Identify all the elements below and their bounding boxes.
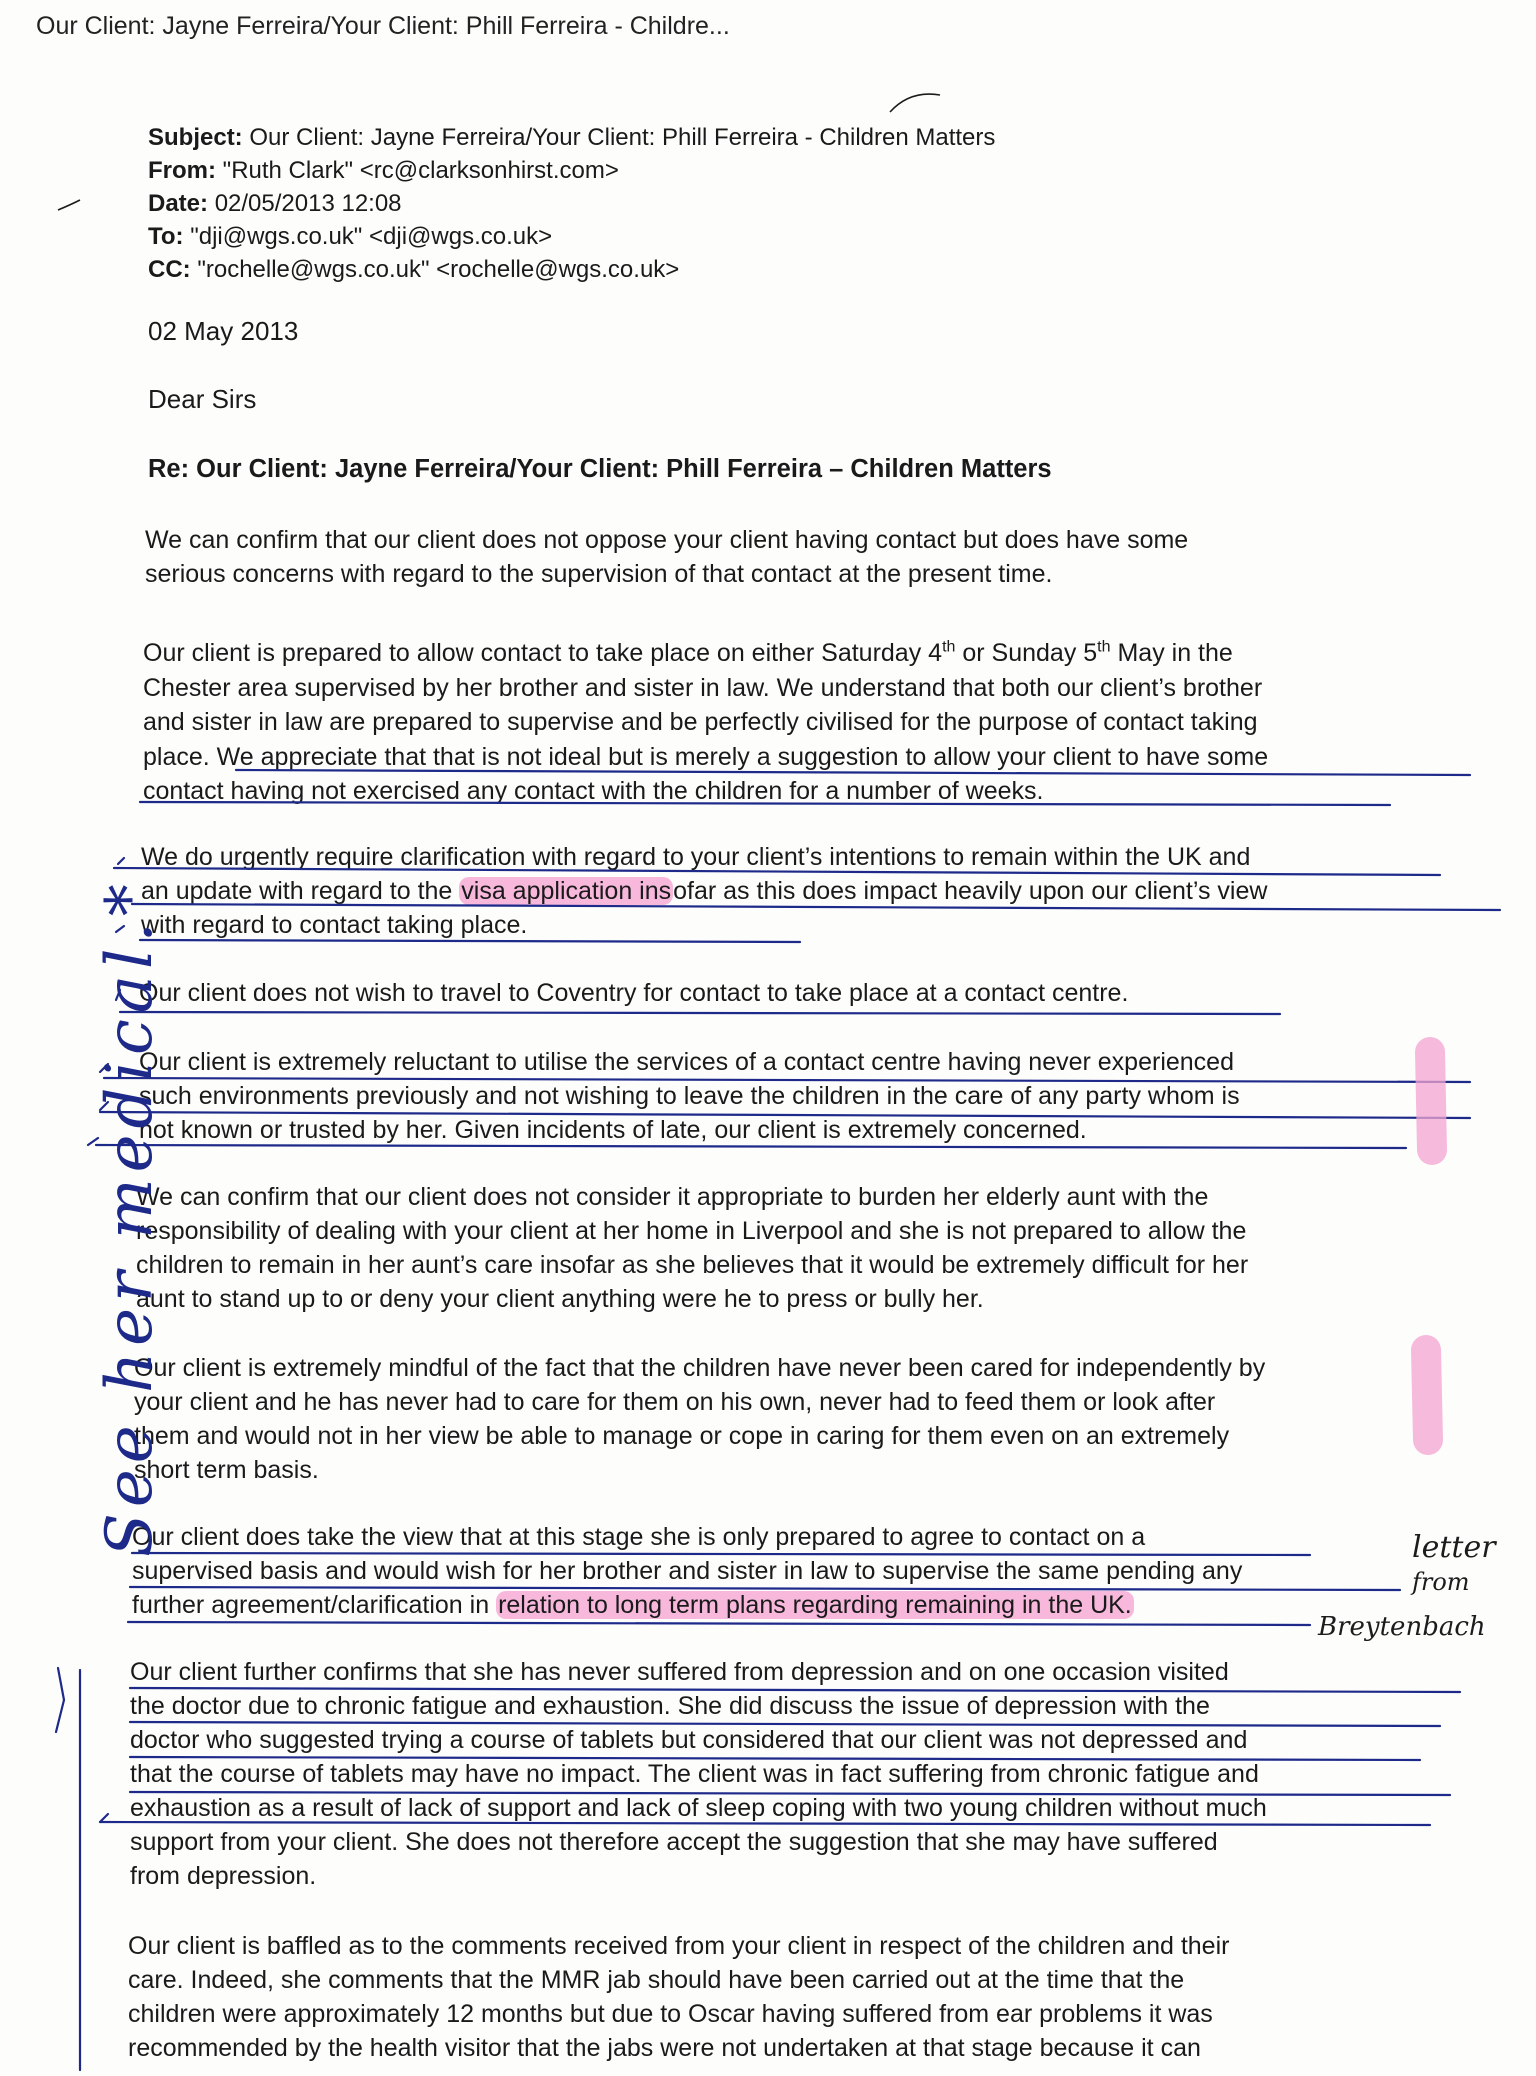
- paragraph-line: short term basis.: [134, 1456, 319, 1484]
- from-value: "Ruth Clark" <rc@clarksonhirst.com>: [222, 157, 619, 184]
- paragraph-8: [132, 1520, 1422, 1622]
- paragraph-line: contact having not exercised any contact with the children for a number of weeks.: [143, 777, 1044, 805]
- pencil-flick: [890, 94, 940, 112]
- underline: [120, 1012, 1280, 1014]
- paragraph-line: Our client is baffled as to the comments received from your client in respect of the children and their: [128, 1932, 1230, 1960]
- paragraph-line: Our client does not wish to travel to Coventry for contact to take place at a contact centre.: [139, 979, 1129, 1007]
- paragraph-line: We do urgently require clarification with regard to your client’s intentions to remain within the UK and: [141, 843, 1251, 871]
- paragraph-line: recommended by the health visitor that the jabs were not undertaken at that stage because it can: [128, 2034, 1201, 2062]
- to-row: [148, 220, 995, 253]
- paragraph-line: Our client further confirms that she has never suffered from depression and on one occasion visited: [130, 1658, 1229, 1686]
- date-value: 02/05/2013 12:08: [214, 190, 402, 217]
- paragraph-line: Our client does take the view that at this stage she is only prepared to agree to contact on a: [132, 1523, 1146, 1551]
- p2-sup-2: th: [1097, 638, 1111, 656]
- paragraph-line: Chester area supervised by her brother and sister in law. We understand that both our client’s brother: [143, 673, 1263, 702]
- handwritten-note-from: from: [1412, 1568, 1470, 1596]
- paragraph-line: place. We appreciate that that is not ideal but is merely a suggestion to allow your client to have some: [143, 742, 1269, 771]
- handwritten-side-note: [93, 878, 167, 1557]
- paragraph-line: We can confirm that our client does not consider it appropriate to burden her elderly aunt with the: [136, 1183, 1209, 1211]
- paragraph-10: [128, 1929, 1418, 2065]
- paragraph-4: [139, 976, 1429, 1010]
- paragraph-line: supervised basis and would wish for her brother and sister in law to supervise the same pending any: [132, 1557, 1243, 1585]
- to-value: "dji@wgs.co.uk" <dji@wgs.co.uk>: [190, 223, 553, 250]
- cc-label: CC:: [148, 256, 191, 283]
- highlight-visa: visa application ins: [461, 877, 672, 905]
- paragraph-line: not known or trusted by her. Given incidents of late, our client is extremely concerned.: [139, 1116, 1087, 1144]
- side-note-text: See her medical.: [93, 916, 167, 1557]
- re-line: Re: Our Client: Jayne Ferreira/Your Client: Phill Ferreira – Children Matters: [148, 455, 1052, 483]
- paragraph-line: them and would not in her view be able to manage or cope in caring for them even on an extremely: [134, 1422, 1230, 1450]
- paragraph-1: [145, 523, 1435, 591]
- paragraph-2: [143, 636, 1433, 809]
- pink-marker: [1430, 1052, 1432, 1150]
- paragraph-line: your client and he has never had to care for them on his own, never had to feed them or look after: [134, 1388, 1216, 1416]
- underline: [128, 1622, 1310, 1625]
- paragraph-line: support from your client. She does not therefore accept the suggestion that she may have suffered: [130, 1828, 1218, 1856]
- to-label: To:: [148, 223, 184, 250]
- paragraph-line: the doctor due to chronic fatigue and exhaustion. She did discuss the issue of depression with the: [130, 1692, 1210, 1720]
- p3-text-a: an update with regard to the: [141, 877, 460, 905]
- paragraph-line: and sister in law are prepared to supervise and be perfectly civilised for the purpose of contact taking: [143, 708, 1258, 736]
- subject-value: Our Client: Jayne Ferreira/Your Client: Phill Ferreira - Children Matters: [249, 124, 996, 151]
- page-header-title: Our Client: Jayne Ferreira/Your Client: Phill Ferreira - Childre...: [36, 12, 730, 40]
- paragraph-7: [134, 1351, 1424, 1487]
- pink-marker: [1426, 1350, 1428, 1440]
- paragraph-line: children were approximately 12 months but due to Oscar having suffered from ear problems it was: [128, 2000, 1213, 2028]
- paragraph-line: Our client is extremely mindful of the fact that the children have never been cared for independently by: [134, 1354, 1266, 1382]
- date-row: [148, 187, 995, 220]
- paragraph-9: [130, 1655, 1420, 1893]
- cc-value: "rochelle@wgs.co.uk" <rochelle@wgs.co.uk>: [197, 256, 680, 283]
- tick-mark: [118, 858, 124, 864]
- paragraph-line: aunt to stand up to or deny your client anything were he to press or bully her.: [136, 1285, 984, 1313]
- handwritten-note-letter: letter: [1412, 1530, 1496, 1565]
- subject-label: Subject:: [148, 124, 243, 151]
- date-label: Date:: [148, 190, 209, 217]
- paragraph-line: responsibility of dealing with your client at her home in Liverpool and she is not prepared to allow the: [136, 1217, 1247, 1245]
- paragraph-line: with regard to contact taking place.: [141, 911, 528, 939]
- paragraph-line: exhaustion as a result of lack of support and lack of sleep coping with two young children without much: [130, 1794, 1267, 1822]
- paragraph-5: [139, 1045, 1429, 1147]
- p2-sup-1: th: [942, 638, 956, 656]
- letter-date: 02 May 2013: [148, 316, 299, 346]
- p2-text-a: Our client is prepared to allow contact to take place on either Saturday 4: [143, 639, 943, 667]
- paragraph-3: [141, 840, 1431, 942]
- p8-text-a: further agreement/clarification in: [132, 1591, 497, 1619]
- paragraph-line: [141, 874, 1431, 908]
- paragraph-line: Our client is extremely reluctant to utilise the services of a contact centre having never experienced: [139, 1048, 1234, 1076]
- handwritten-note-name: Breytenbach: [1318, 1612, 1486, 1642]
- paragraph-line: [132, 1588, 1422, 1622]
- paragraph-line: We can confirm that our client does not oppose your client having contact but does have some: [145, 526, 1189, 554]
- tick-mark: [100, 1814, 108, 1822]
- paragraph-6: [136, 1180, 1426, 1316]
- cc-row: [148, 253, 995, 286]
- email-headers: [148, 121, 995, 286]
- paragraph-line: serious concerns with regard to the supervision of that contact at the present time.: [145, 560, 1053, 588]
- paragraph-line: such environments previously and not wishing to leave the children in the care of any party whom is: [139, 1082, 1240, 1110]
- paragraph-line: that the course of tablets may have no impact. The client was in fact suffering from chronic fatigue and: [130, 1760, 1259, 1788]
- subject-row: [148, 121, 995, 154]
- from-row: [148, 154, 995, 187]
- paragraph-line: from depression.: [130, 1862, 317, 1890]
- paragraph-line: doctor who suggested trying a course of tablets but considered that our client was not depressed and: [130, 1726, 1248, 1754]
- paragraph-line: [143, 636, 1433, 671]
- p2-text-c: May in the: [1110, 639, 1233, 667]
- salutation: Dear Sirs: [148, 384, 257, 414]
- paragraph-line: children to remain in her aunt’s care insofar as she believes that it would be extremely difficult for her: [136, 1251, 1249, 1279]
- side-bracket: [56, 1668, 64, 1732]
- highlight-long-term-plans: relation to long term plans regarding remaining in the UK.: [498, 1591, 1132, 1619]
- p2-text-b: or Sunday 5: [955, 639, 1098, 667]
- pencil-flick: [58, 200, 80, 210]
- from-label: From:: [148, 157, 216, 184]
- side-note-star: *: [93, 878, 167, 917]
- paragraph-line: care. Indeed, she comments that the MMR jab should have been carried out at the time that the: [128, 1966, 1185, 1994]
- p3-text-b: ofar as this does impact heavily upon our client’s view: [673, 877, 1268, 905]
